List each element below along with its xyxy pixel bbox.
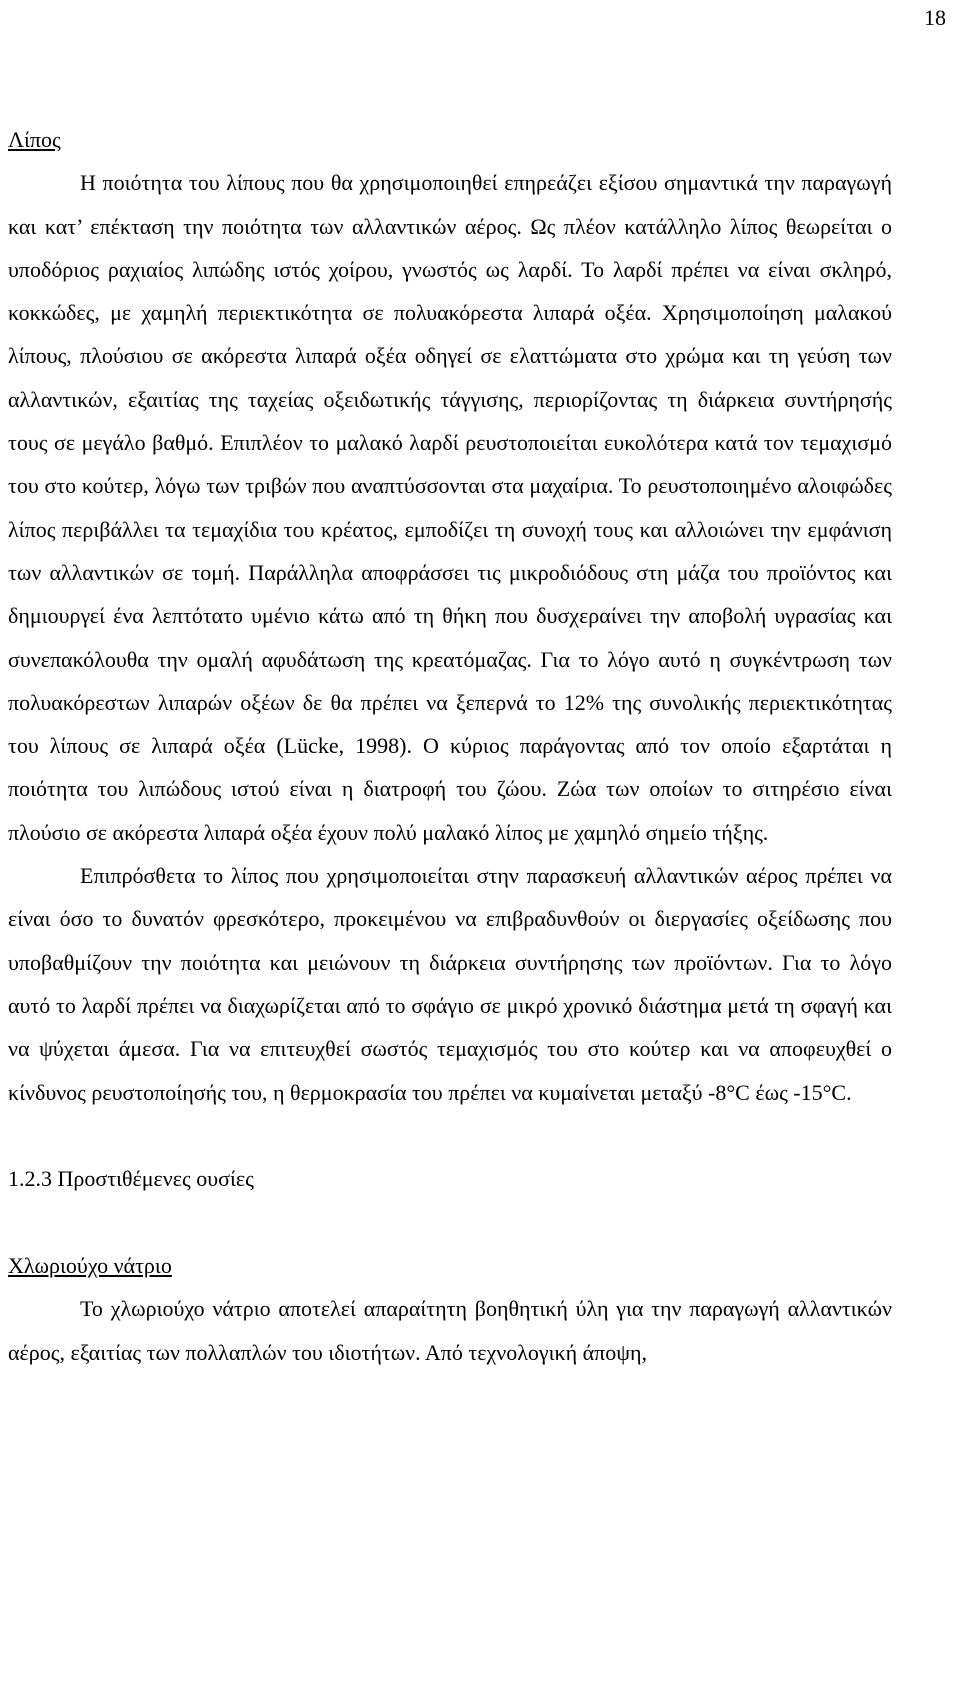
paragraph-lipos-2: Επιπρόσθετα το λίπος που χρησιμοποιείται στην παρασκευή αλλαντικών αέρος πρέπει να είναι όσο το δυνατόν φρεσκότερο, προκειμένου να επιβραδυνθούν οι διεργασίες οξείδωσης που υποβαθμίζουν την ποιότητα και μειώνουν τη διάρκεια συντήρησης των προϊόντων. Για το λόγο αυτό το λαρδί πρέπει να διαχωρίζεται από το σφάγιο σε μικρό χρονικό διάστημα μετά τη σφαγή και να ψύχεται άμεσα. Για να επιτευχθεί σωστός τεμαχισμός του στο κούτερ και να αποφευχθεί ο κίνδυνος ρευστοποίησής του, η θερμοκρασία του πρέπει να κυμαίνεται μεταξύ -8°C έως -15°C.	[8, 863, 892, 1105]
page-number: 18	[924, 5, 946, 30]
subsection-title: 1.2.3 Προστιθέμενες ουσίες	[8, 1165, 254, 1191]
paragraph-sodium-chloride: Το χλωριούχο νάτριο αποτελεί απαραίτητη βοηθητική ύλη για την παραγωγή αλλαντικών αέρος, εξαιτίας των πολλαπλών του ιδιοτήτων. Από τεχνολογική άποψη,	[8, 1296, 892, 1365]
paragraph-lipos-1: Η ποιότητα του λίπους που θα χρησιμοποιηθεί επηρεάζει εξίσου σημαντικά την παραγωγή και κατ’ επέκταση την ποιότητα των αλλαντικών αέρος. Ως πλέον κατάλληλο λίπος θεωρείται ο υποδόριος ραχιαίος λιπώδης ιστός χοίρου, γνωστός ως λαρδί. Το λαρδί πρέπει να είναι σκληρό, κοκκώδες, με χαμηλή περιεκτικότητα σε πολυακόρεστα λιπαρά οξέα. Χρησιμοποίηση μαλακού λίπους, πλούσιου σε ακόρεστα λιπαρά οξέα οδηγεί σε ελαττώματα στο χρώμα και τη γεύση των αλλαντικών, εξαιτίας της ταχείας οξειδωτικής τάγγισης, περιορίζοντας τη διάρκεια συντήρησής τους σε μεγάλο βαθμό. Επιπλέον το μαλακό λαρδί ρευστοποιείται ευκολότερα κατά τον τεμαχισμό του στο κούτερ, λόγω των τριβών που αναπτύσσονται στα μαχαίρια. Το ρευστοποιημένο αλοιφώδες λίπος περιβάλλει τα τεμαχίδια του κρέατος, εμποδίζει τη συνοχή τους και αλλοιώνει την εμφάνιση των αλλαντικών σε τομή. Παράλληλα αποφράσσει τις μικροδιόδους στη μάζα του προϊόντος και δημιουργεί ένα λεπτότατο υμένιο κάτω από τη θήκη που δυσχεραίνει την αποβολή υγρασίας και συνεπακόλουθα την ομαλή αφυδάτωση της κρεατόμαζας. Για το λόγο αυτό η συγκέντρωση των πολυακόρεστων λιπαρών οξέων δε θα πρέπει να ξεπερνά το 12% της συνολικής περιεκτικότητας του λίπους σε λιπαρά οξέα (Lücke, 1998). Ο κύριος παράγοντας από τον οποίο εξαρτάται η ποιότητα του λιπώδους ιστού είναι η διατροφή του ζώου. Ζώα των οποίων το σιτηρέσιο είναι πλούσιο σε ακόρεστα λιπαρά οξέα έχουν πολύ μαλακό λίπος με χαμηλό σημείο τήξης.	[8, 170, 892, 845]
section-heading-sodium-chloride: Χλωριούχο νάτριο	[8, 1253, 172, 1279]
section-heading-lipos: Λίπος	[8, 127, 61, 152]
spacer	[8, 1200, 892, 1244]
document-body	[8, 118, 892, 1374]
spacer	[8, 1114, 892, 1157]
